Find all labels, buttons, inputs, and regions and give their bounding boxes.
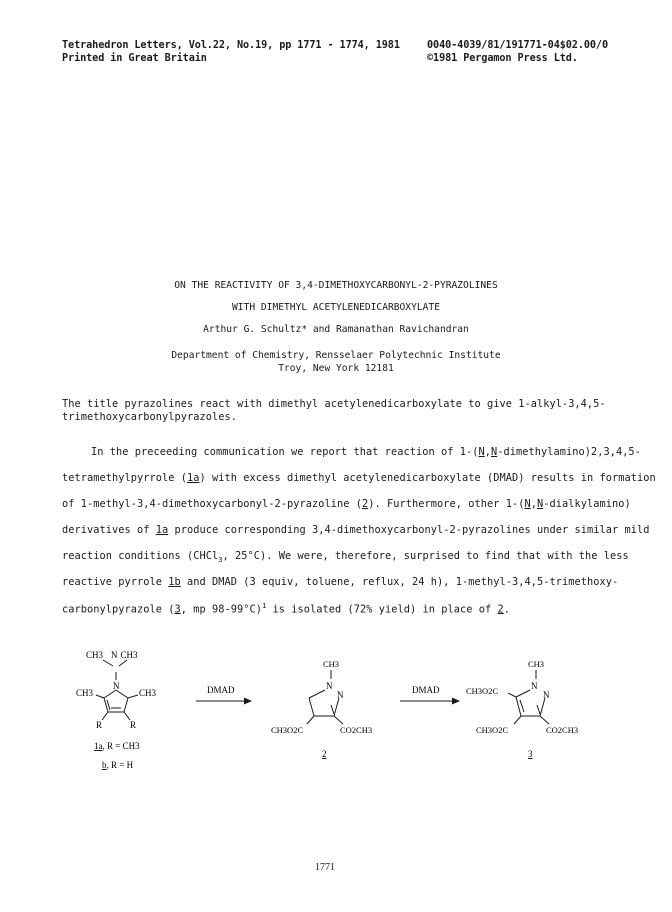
c3-ester-left: CH3O2C [476,725,509,735]
label-1a: 1a, R = CH3 [94,741,140,751]
c3-ester-right-bond [540,716,549,724]
affiliation: Department of Chemistry, Rensselaer Polytechnic Institute [171,350,501,361]
paragraph-line3: of 1-methyl-3,4-dimethoxycarbonyl-2-pyrazoline (2). Furthermore, other 1-(N,N-dialkylamino) [62,498,631,510]
arrow2-label: DMAD [412,685,440,695]
c2-ester-left-bond [307,716,314,724]
page-number: 1771 [315,862,335,873]
c1-ring-bond-c [124,698,128,712]
c1-left-me: CH3 [76,688,94,698]
c1-me-right-bond [128,695,138,698]
c3-ester-right: CO2CH3 [546,725,579,735]
c2-ester-left: CH3O2C [271,725,304,735]
label-2: 2 [322,749,327,759]
c3-n1: N [531,681,538,691]
c3-n2: N [543,690,550,700]
c1-ring-bond-a [116,690,128,698]
c3-ring-a [516,690,530,697]
c2-double [331,705,334,714]
abstract-line1: The title pyrazolines react with dimethyl acetylenedicarboxylate to give 1-alkyl-3,4,5- [62,398,606,410]
abstract-line2: trimethoxycarbonylpyrazoles. [62,411,237,423]
c3-ring-d [540,698,545,716]
paragraph-line2: tetramethylpyrrole (1a) with excess dimethyl acetylenedicarboxylate (DMAD) results in formation [62,472,656,484]
c3-methyl: CH3 [528,659,545,669]
label-3: 3 [528,749,533,759]
label-1b: b, R = H [102,760,134,770]
c3-double-2 [537,705,540,714]
c2-ring-b [309,698,314,716]
c1-nme-bond-right [119,660,127,666]
c1-right-me: CH3 [139,688,157,698]
arrow1-head [244,698,252,705]
c2-ester-right: CO2CH3 [340,725,373,735]
arrow2-head [452,698,460,705]
copyright: ©1981 Pergamon Press Ltd. [427,53,578,64]
c3-ester-5: CH3O2C [466,686,499,696]
paragraph-line5: reaction conditions (CHCl$_3$, 25°C). We were, therefore, surprised to find that with the less [62,550,629,565]
c1-top-methyls: CH3 N CH3 [86,650,138,660]
article-title-line2: WITH DIMETHYL ACETYLENEDICARBOXYLATE [232,302,440,313]
c2-methyl: CH3 [323,659,340,669]
c2-n2: N [337,690,344,700]
c2-ring-d [334,698,339,716]
c1-nme-bond-left [103,660,113,666]
c3-ring-b [516,697,521,716]
c1-r1: R [96,720,103,730]
arrow1-label: DMAD [207,685,235,695]
paragraph-line7: carbonylpyrazole (3, mp 98-99°C)$^1$ is isolated (72% yield) in place of 2. [62,602,510,616]
c3-ester-left-bond [514,716,521,724]
paragraph-line1: In the preceeding communication we report that reaction of 1-(N,N-dimethylamino)2,3,4,5- [91,446,641,458]
c2-n1: N [326,681,333,691]
journal-citation: Tetrahedron Letters, Vol.22, No.19, pp 1771 - 1774, 1981 [62,40,400,51]
c1-ring-n: N [113,681,120,691]
c3-double-1 [520,700,524,712]
article-title-line1: ON THE REACTIVITY OF 3,4-DIMETHOXYCARBONYL-2-PYRAZOLINES [174,280,498,291]
c1-ring-bond-b [104,690,116,698]
c1-r2: R [130,720,137,730]
paragraph-line4: derivatives of 1a produce corresponding 3,4-dimethoxycarbonyl-2-pyrazolines under similar mild [62,524,650,536]
c1-r1-bond [102,712,108,720]
printed-in: Printed in Great Britain [62,53,207,64]
paragraph-line6: reactive pyrrole 1b and DMAD (3 equiv, toluene, reflux, 24 h), 1-methyl-3,4,5-trimethoxy- [62,576,619,588]
authors: Arthur G. Schultz* and Ramanathan Ravichandran [203,324,469,335]
c1-me-left-bond [96,695,104,698]
c3-sub5-bond [508,693,516,697]
article-code: 0040-4039/81/191771-04$02.00/0 [427,40,609,51]
c2-ring-a [309,690,325,698]
c2-ester-right-bond [334,716,343,724]
address: Troy, New York 12181 [278,363,394,374]
c1-r2-bond [124,712,130,720]
